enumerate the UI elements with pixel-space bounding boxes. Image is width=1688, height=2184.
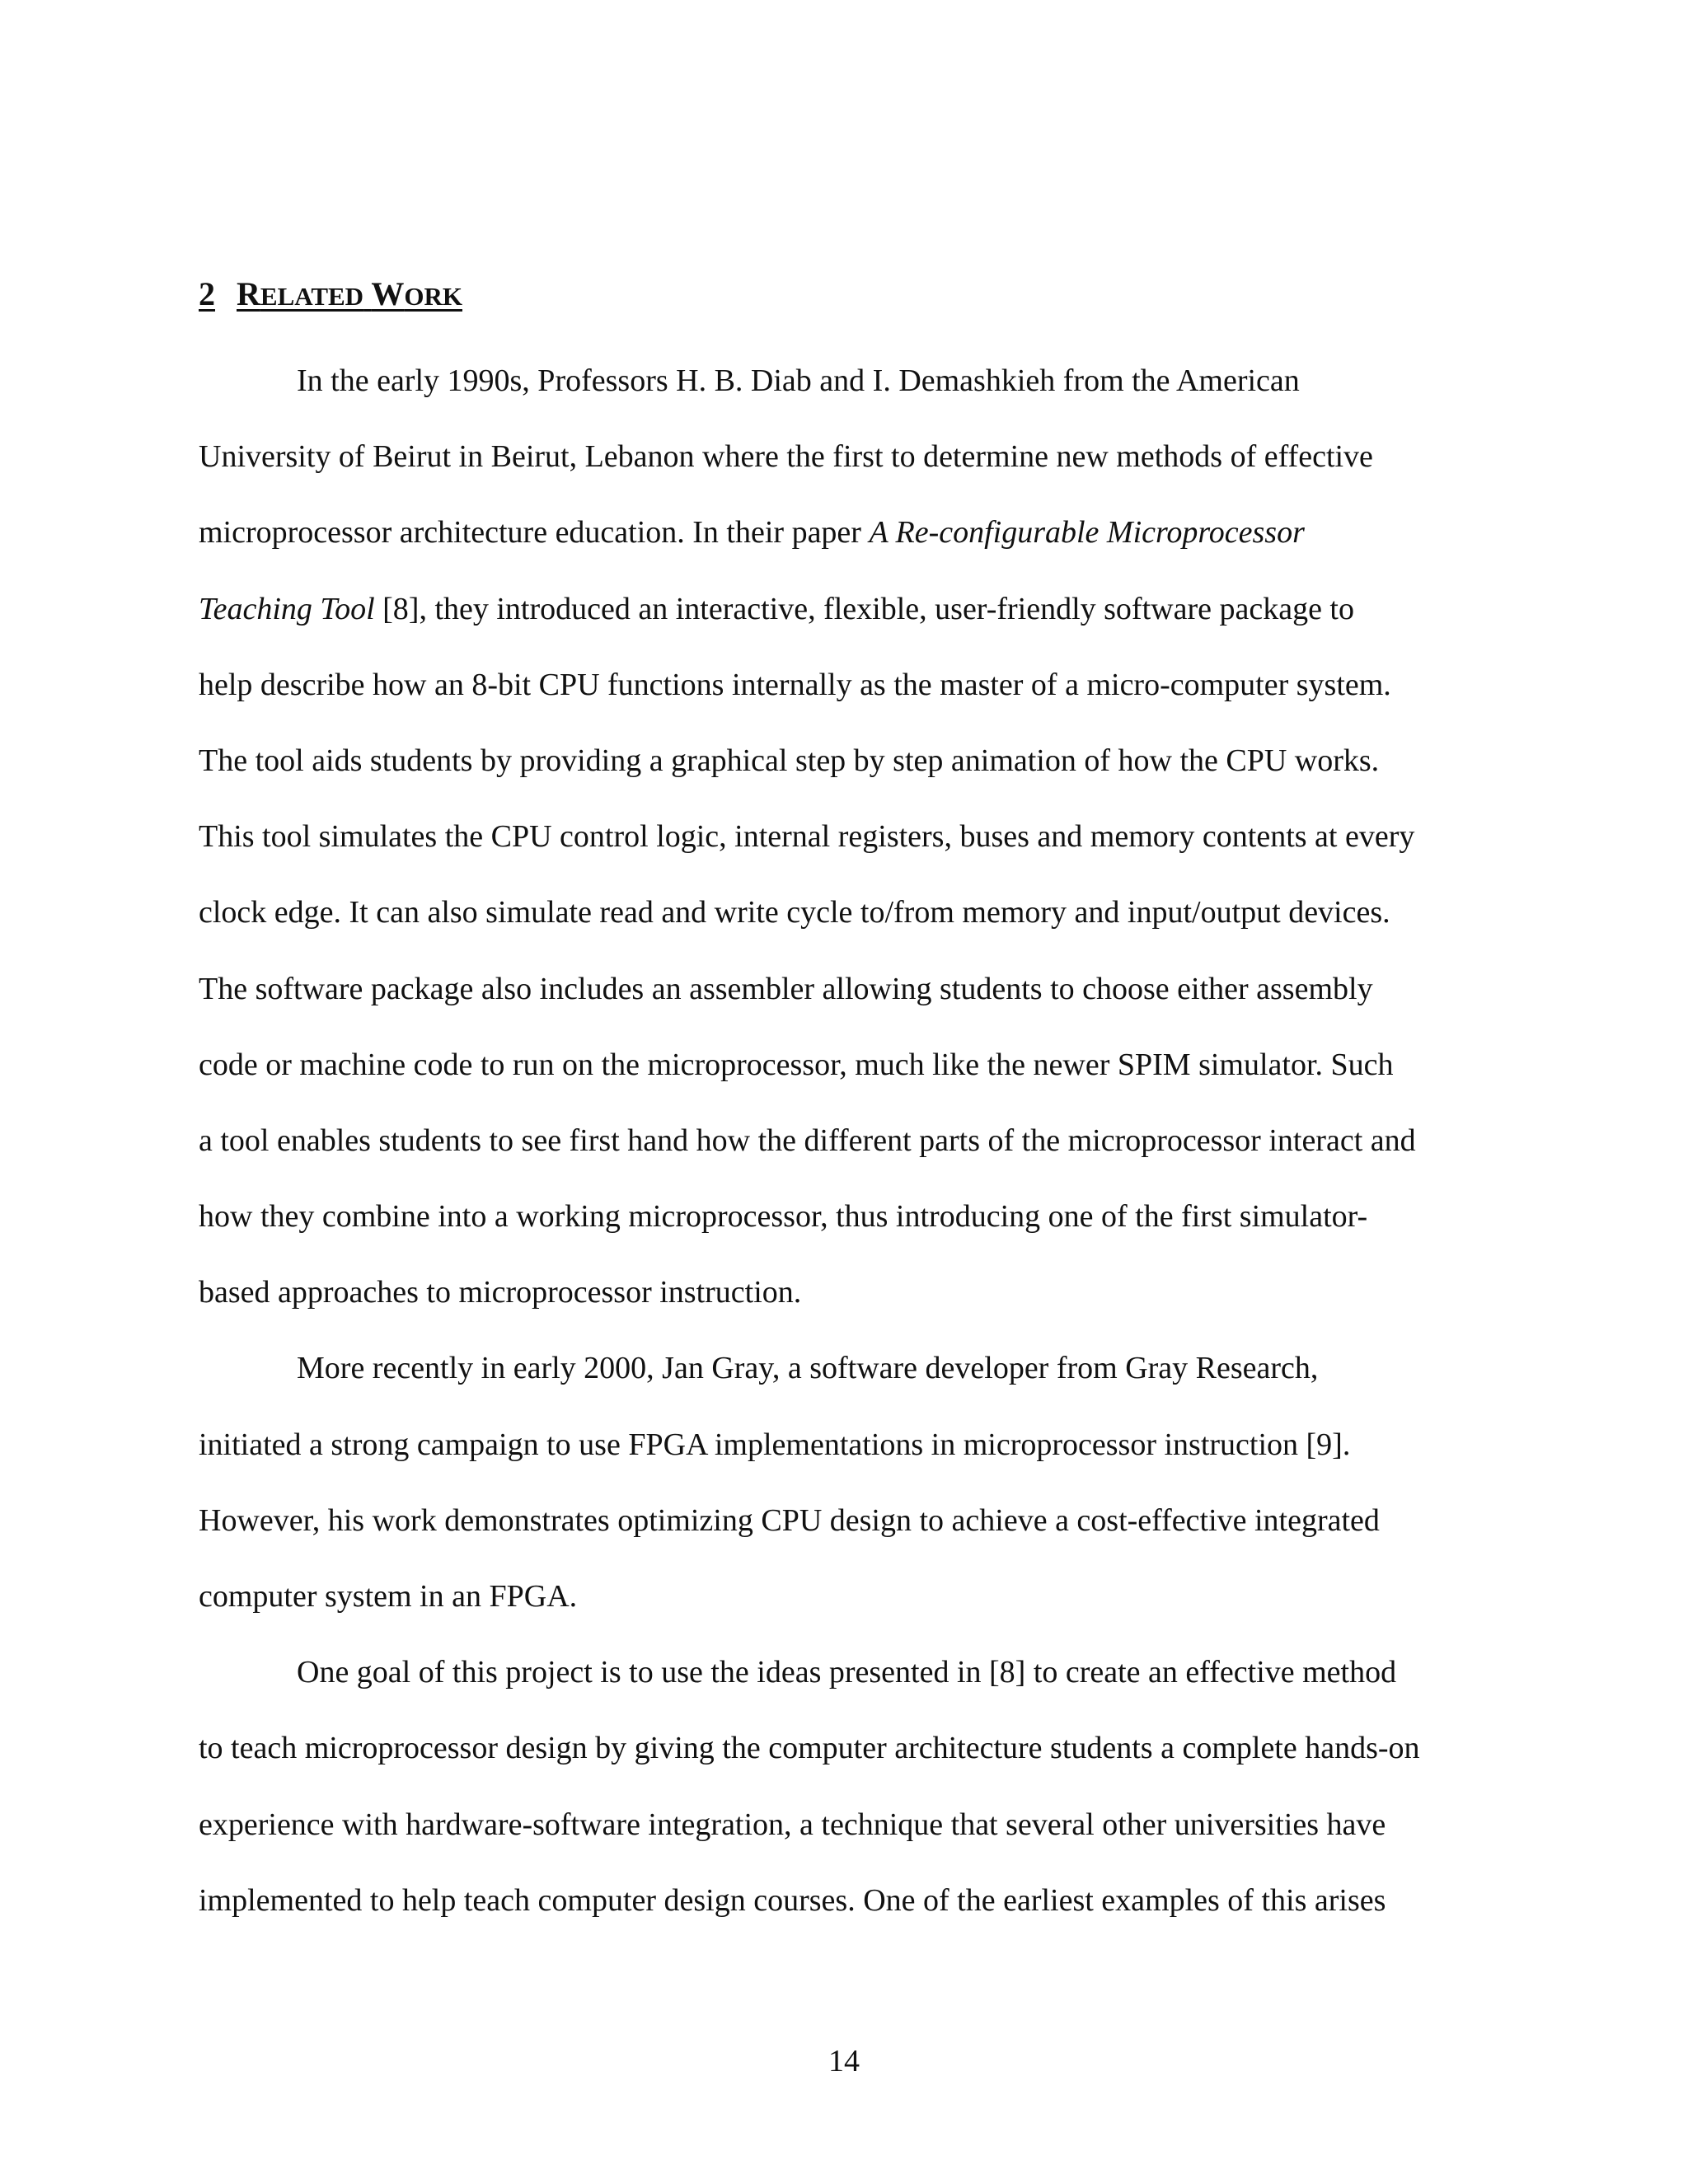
line-text: a tool enables students to see first hand how the different parts of the microprocessor interact and	[199, 1122, 1416, 1158]
line-text: More recently in early 2000, Jan Gray, a software developer from Gray Research,	[297, 1351, 1319, 1386]
line-text: The tool aids students by providing a graphical step by step animation of how the CPU works.	[199, 743, 1380, 778]
text-line	[199, 1863, 1534, 1938]
section-number: 2	[199, 275, 215, 312]
line-text: how they combine into a working microprocessor, thus introducing one of the first simulator-	[199, 1199, 1368, 1235]
line-text: implemented to help teach computer design courses. One of the earliest examples of this arises	[199, 1882, 1386, 1918]
text-line	[199, 1254, 1534, 1330]
text-line	[199, 494, 1534, 570]
text-line	[199, 571, 1534, 647]
line-text: microprocessor architecture education. In their paper	[199, 515, 870, 551]
section-title-rest: ELATED	[260, 282, 364, 311]
text-line	[199, 1483, 1534, 1558]
text-line	[199, 951, 1534, 1027]
line-text: This tool simulates the CPU control logic, internal registers, buses and memory contents at every	[199, 819, 1415, 855]
line-text: initiated a strong campaign to use FPGA implementations in microprocessor instruction [9].	[199, 1427, 1351, 1462]
italic-title-text: A Re-configurable Microprocessor	[869, 515, 1305, 551]
line-text: help describe how an 8-bit CPU functions internally as the master of a micro-computer system.	[199, 667, 1391, 702]
line-text: clock edge. It can also simulate read and write cycle to/from memory and input/output devices.	[199, 895, 1390, 930]
text-line	[199, 1634, 1534, 1710]
text-line	[199, 1787, 1534, 1863]
line-text: However, his work demonstrates optimizing CPU design to achieve a cost-effective integrated	[199, 1502, 1380, 1538]
body-text	[199, 343, 1534, 1938]
text-line	[199, 1330, 1534, 1406]
line-text: based approaches to microprocessor instruction.	[199, 1275, 802, 1310]
text-line	[199, 419, 1534, 494]
line-text: The software package also includes an assembler allowing students to choose either assembly	[199, 971, 1373, 1006]
italic-title-text: Teaching Tool	[199, 591, 375, 626]
page-number: 14	[828, 2044, 860, 2079]
section-title-initial: R	[237, 275, 260, 312]
section-title-rest: ORK	[404, 282, 462, 311]
text-line	[199, 723, 1534, 799]
line-text: University of Beirut in Beirut, Lebanon where the first to determine new methods of effective	[199, 439, 1373, 475]
line-text: In the early 1990s, Professors H. B. Diab and I. Demashkieh from the American	[297, 363, 1300, 398]
line-text: code or machine code to run on the microprocessor, much like the newer SPIM simulator. Such	[199, 1047, 1394, 1082]
line-text: [8], they introduced an interactive, flexible, user-friendly software package to	[374, 591, 1354, 626]
text-line	[199, 799, 1534, 874]
text-line	[199, 343, 1534, 419]
line-text: experience with hardware-software integration, a technique that several other universities have	[199, 1807, 1386, 1842]
section-title	[237, 275, 462, 312]
text-line	[199, 1558, 1534, 1634]
text-line	[199, 1027, 1534, 1103]
text-line	[199, 1710, 1534, 1786]
section-title-initial: W	[371, 275, 405, 312]
line-text: computer system in an FPGA.	[199, 1579, 578, 1614]
text-line	[199, 1103, 1534, 1179]
text-line	[199, 647, 1534, 723]
line-text: to teach microprocessor design by giving the computer architecture students a complete hands-on	[199, 1731, 1420, 1766]
section-heading	[199, 274, 462, 316]
text-line	[199, 874, 1534, 950]
text-line	[199, 1179, 1534, 1254]
text-line	[199, 1407, 1534, 1483]
line-text: One goal of this project is to use the ideas presented in [8] to create an effective method	[297, 1655, 1397, 1690]
